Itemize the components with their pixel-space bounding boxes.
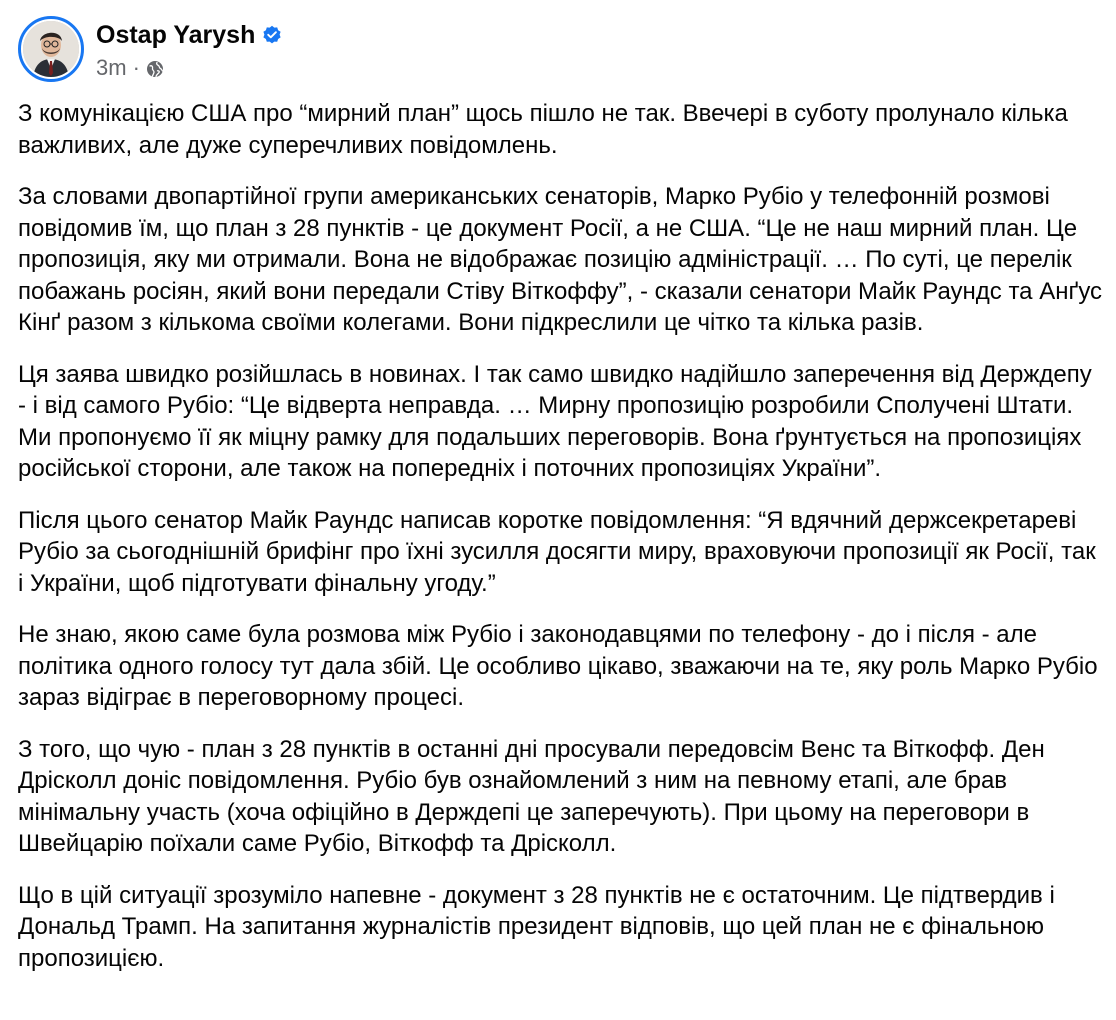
post-meta bbox=[96, 16, 282, 80]
avatar-image bbox=[23, 21, 79, 77]
separator-dot: · bbox=[132, 55, 140, 80]
post-paragraph: За словами двопартійної групи американських сенаторів, Марко Рубіо у телефонній розмові повідомив їм, що план з 28 пунктів - це документ Росії, а не США. “Це не наш мирний план. Це пропозиція, яку ми отримали. Вона не відображає позицію адміністрації. … По суті, це перелік побажань росіян, який вони передали Стіву Віткоффу”, - сказали сенатори Майк Раундс та Анґус Кінґ разом з кількома своїми колегами. Вони підкреслили це чітко та кілька разів. bbox=[18, 183, 1103, 336]
post-subline bbox=[96, 56, 282, 80]
avatar bbox=[23, 21, 79, 77]
post-body bbox=[18, 98, 1103, 994]
post-paragraph: Що в цій ситуації зрозуміло напевне - документ з 28 пунктів не є остаточним. Це підтвердив і Дональд Трамп. На запитання журналістів президент відповів, що цей план не є фінальною пропозицією. bbox=[18, 881, 1055, 972]
post-paragraph: З комунікацією США про “мирний план” щось пішло не так. Ввечері в суботу пролунало кілька важливих, але дуже суперечливих повідомлень. bbox=[18, 100, 1068, 159]
post-paragraph: Не знаю, якою саме була розмова між Рубіо і законодавцями по телефону - до і після - але політика одного голосу тут дала збій. Це особливо цікаво, зважаючи на те, яку роль Марко Рубіо зараз відіграє в переговорному процесі. bbox=[18, 621, 1098, 711]
post-paragraph: З того, що чую - план з 28 пунктів в останні дні просували передовсім Венс та Віткофф. Ден Дрісколл доніс повідомлення. Рубіо був ознайомлений з ним на певному етапі, але брав мінімальну участь (хоча офіційно в Держдепі це заперечують). При цьому на переговори в Швейцарію поїхали саме Рубіо, Віткофф та Дрісколл. bbox=[18, 735, 1045, 857]
post-paragraph: Після цього сенатор Майк Раундс написав коротке повідомлення: “Я вдячний держсекретареві Рубіо за сьогоднішній брифінг про їхні зусилля досягти миру, враховуючи пропозиції як Росії, так і України, щоб підготувати фінальну угоду.” bbox=[18, 506, 1096, 597]
post-header bbox=[18, 16, 282, 86]
author-name-link[interactable]: Ostap Yarysh bbox=[96, 21, 256, 49]
post-paragraph: Ця заява швидко розійшлась в новинах. І так само швидко надійшло заперечення від Держдепу - і від самого Рубіо: “Це відверта неправда. … Мирну пропозицію розробили Сполучені Штати. Ми пропонуємо її як міцну рамку для подальших переговорів. Вона ґрунтується на пропозиціях російської сторони, але також на попередніх і поточних пропозиціях України”. bbox=[18, 360, 1092, 482]
author-avatar-button[interactable] bbox=[18, 16, 84, 82]
timestamp-link[interactable]: 3m bbox=[96, 55, 127, 80]
globe-icon[interactable] bbox=[146, 59, 164, 77]
author-row bbox=[96, 20, 282, 50]
verified-badge-icon bbox=[262, 25, 282, 45]
